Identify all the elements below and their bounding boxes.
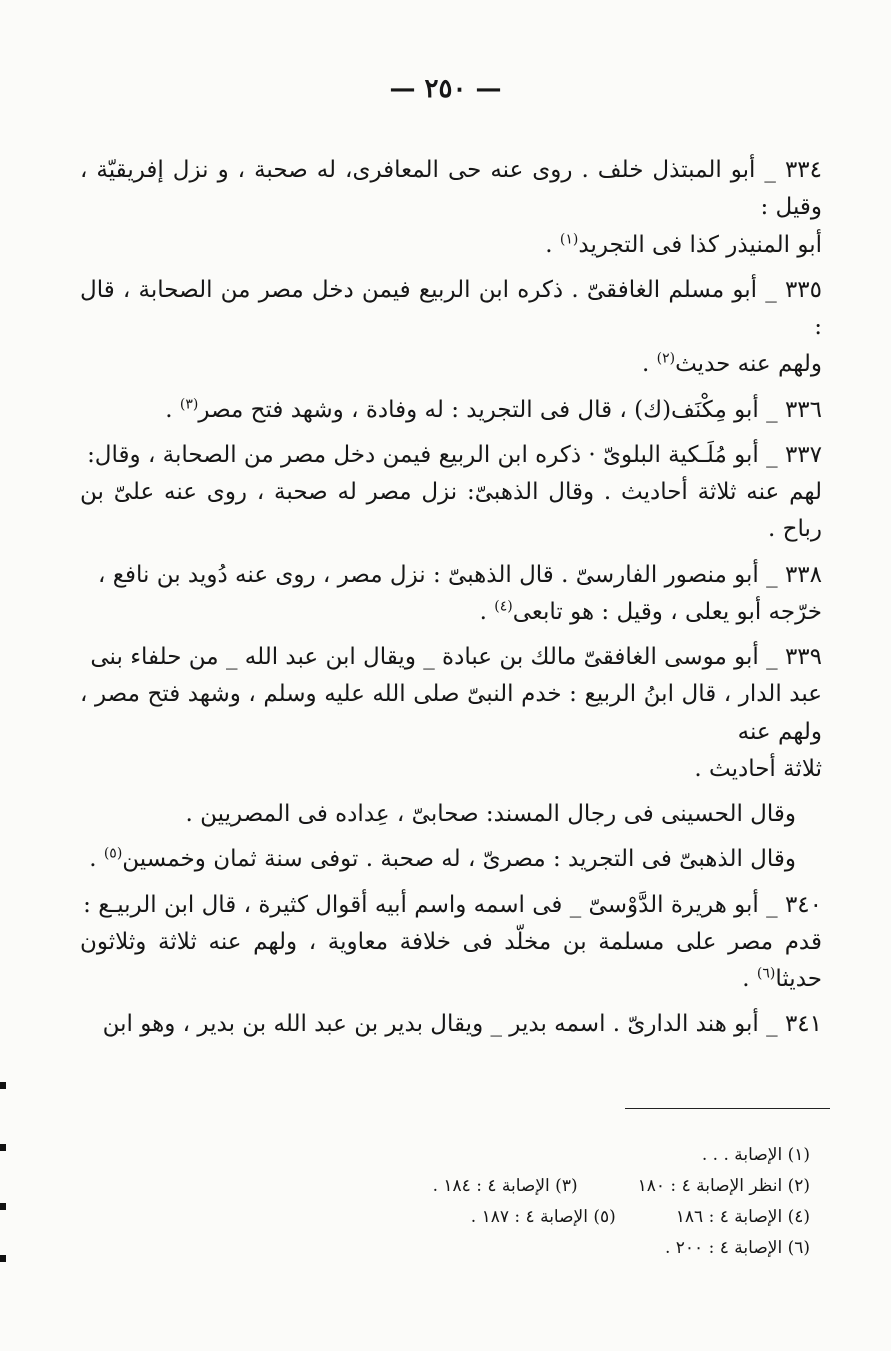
text-line: عبد الدار ، قال ابنُ الربيع : خدم النبىّ صلى الله عليه وسلم ، وشهد فتح مصر ، ولهم عنه: [80, 681, 822, 745]
entry-paragraph: [80, 841, 822, 878]
margin-mark: [0, 1255, 6, 1262]
footnote: (٦) الإصابة ٤ : ٢٠٠ .: [664, 1238, 810, 1258]
text-line: ثلاثة أحاديث .: [694, 755, 822, 782]
footnote-row: [280, 1202, 810, 1233]
footnotes: [280, 1140, 810, 1264]
line-end-punctuation: .: [165, 396, 180, 423]
text-line: ٣٣٥ _ أبو مسلم الغافقىّ . ذكره ابن الربيع فيمن دخل مصر من الصحابة ، قال :: [80, 276, 822, 340]
text-line: ٣٣٨ _ أبو منصور الفارسىّ . قال الذهبىّ : نزل مصر ، روى عنه دُويد بن نافع ،: [98, 561, 822, 588]
text-line: خرّجه أبو يعلى ، وقيل : هو تابعى$^{(٤)}$ .: [479, 598, 822, 625]
footnote: (١) الإصابة . . .: [701, 1145, 810, 1165]
footnote-marker: (٢): [656, 350, 676, 367]
footnote-marker: (٦): [756, 965, 776, 982]
page-number: — ٢٥٠ —: [389, 74, 502, 104]
text-line: ٣٣٦ _ أبو مِكْنَف(ك) ، قال فى التجريد : له وفادة ، وشهد فتح مصر$^{(٣)}$ .: [165, 395, 822, 423]
text-line: وقال الذهبىّ فى التجريد : مصرىّ ، له صحبة . توفى سنة ثمان وخمسين$^{(٥)}$ .: [89, 845, 796, 873]
main-text: [80, 152, 822, 1052]
footnote-row: [280, 1233, 810, 1264]
entry-paragraph: [80, 1006, 822, 1043]
margin-mark: [0, 1082, 6, 1089]
footnote: (٤) الإصابة ٤ : ١٨٦: [675, 1207, 810, 1227]
entry-paragraph: [80, 887, 822, 999]
footnote-marker: (٣): [179, 395, 199, 412]
entry-paragraph: [80, 557, 822, 632]
footnote-marker: (٤): [494, 598, 513, 615]
footnote: (٣) الإصابة ٤ : ١٨٤ .: [432, 1176, 578, 1196]
entry-paragraph: [80, 639, 822, 788]
text-line: ٣٤٠ _ أبو هريرة الدَّوْسىّ _ فى اسمه واسم أبيه أقوال كثيرة ، قال ابن الربيـع :: [83, 891, 822, 918]
text-line: ٣٤١ _ أبو هند الدارىّ . اسمه بدير _ ويقال بدير بن عبد الله بن بدير ، وهو ابن: [102, 1011, 822, 1038]
footnote: (٢) انظر الإصابة ٤ : ١٨٠: [637, 1176, 810, 1196]
text-line: قدم مصر على مسلمة بن مخلّد فى خلافة معاوية ، ولهم عنه ثلاثة وثلاثون حديثا$^{(٦)}$ .: [80, 928, 822, 992]
footnote-marker: (٥): [103, 845, 123, 862]
footnote-separator: [625, 1108, 830, 1109]
footnote: (٥) الإصابة ٤ : ١٨٧ .: [470, 1207, 616, 1227]
footnote-row: [280, 1171, 810, 1202]
text-line: لهم عنه ثلاثة أحاديث . وقال الذهبىّ: نزل مصر له صحبة ، روى عنه علىّ بن رباح .: [80, 479, 822, 543]
entry-paragraph: [80, 796, 822, 833]
entry-paragraph: [80, 437, 822, 549]
text-line: ٣٣٩ _ أبو موسى الغافقىّ مالك بن عبادة _ ويقال ابن عبد الله _ من حلفاء بنى: [90, 644, 822, 670]
text-line: وقال الحسينى فى رجال المسند: صحابىّ ، عِداده فى المصريين .: [185, 801, 796, 827]
margin-mark: [0, 1144, 6, 1151]
margin-mark: [0, 1203, 6, 1210]
footnote-marker: (١): [559, 230, 579, 247]
line-end-punctuation: .: [742, 966, 757, 992]
text-line: ٣٣٤ _ أبو المبتذل خلف . روى عنه حى المعافرى، له صحبة ، و نزل إفريقيّة ، وقيل :: [80, 157, 822, 221]
entry-paragraph: [80, 152, 822, 264]
text-line: ٣٣٧ _ أبو مُلَـكية البلوىّ · ذكره ابن الربيع فيمن دخل مصر من الصحابة ، وقال:: [87, 441, 822, 468]
entry-paragraph: [80, 392, 822, 429]
entry-paragraph: [80, 272, 822, 384]
line-end-punctuation: .: [545, 231, 560, 258]
line-end-punctuation: .: [641, 351, 657, 378]
text-line: ولهم عنه حديث$^{(٢)}$ .: [641, 350, 822, 378]
line-end-punctuation: .: [479, 598, 495, 625]
line-end-punctuation: .: [89, 846, 104, 873]
footnote-row: [280, 1140, 810, 1171]
text-line: أبو المنيذر كذا فى التجريد$^{(١)}$ .: [545, 230, 822, 258]
